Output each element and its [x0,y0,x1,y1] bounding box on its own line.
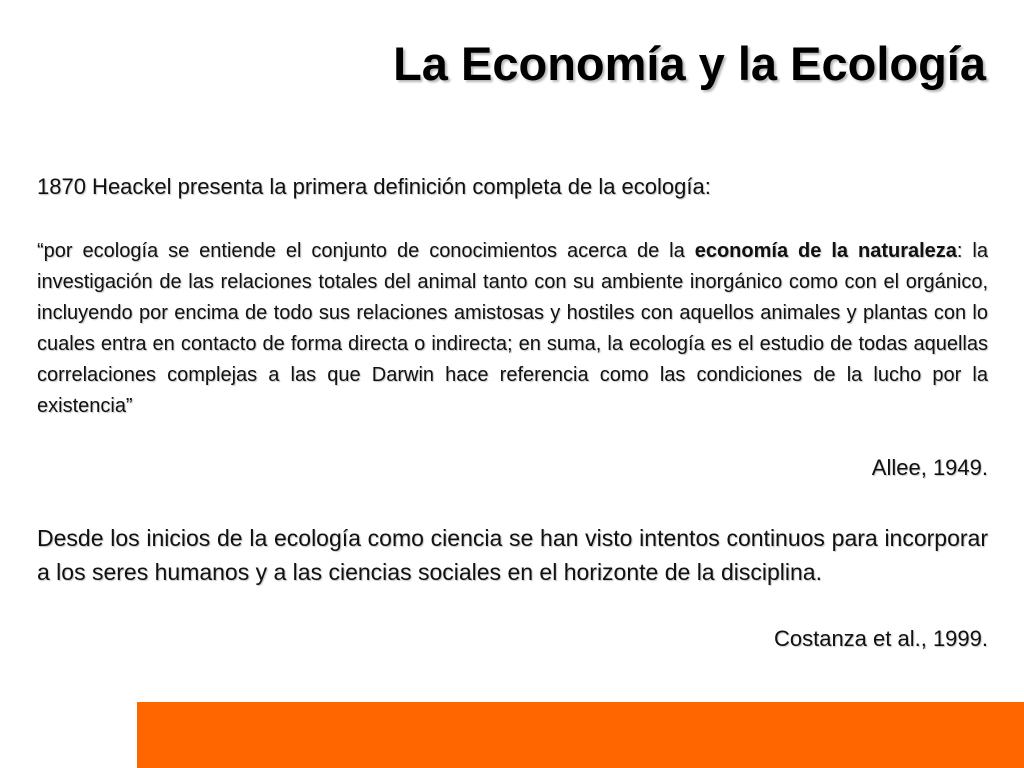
citation-allee: Allee, 1949. [871,455,988,480]
quote-bold-term: economía de la naturaleza [694,240,957,262]
intro-text: 1870 Heackel presenta la primera definición completa de la ecología: [37,174,711,199]
accent-bar [137,702,1024,768]
citation-costanza: Costanza et al., 1999. [773,626,988,651]
quote-text-end: : la investigación de las relaciones totales del animal tanto con su ambiente inorgánico como con el orgánico, incluyendo por encima de todo sus relaciones amistosas y hostiles con aquellos animales y plantas con lo cuales entra en contacto de forma directa o indirecta; en suma, la ecología es el estudio de todas aquellas correlaciones complejas a las que Darwin hace referencia como las condiciones de la lucho por la existencia” [37,240,988,417]
body-paragraph: Desde los inicios de la ecología como ciencia se han visto intentos continuos para incorporar a los seres humanos y a las ciencias sociales en el horizonte de la disciplina. [37,525,988,585]
slide-title: La Economía y la Ecología [393,37,986,90]
quote-text-start: “por ecología se entiende el conjunto de conocimientos acerca de la [37,240,695,262]
haeckel-quote [37,236,988,422]
